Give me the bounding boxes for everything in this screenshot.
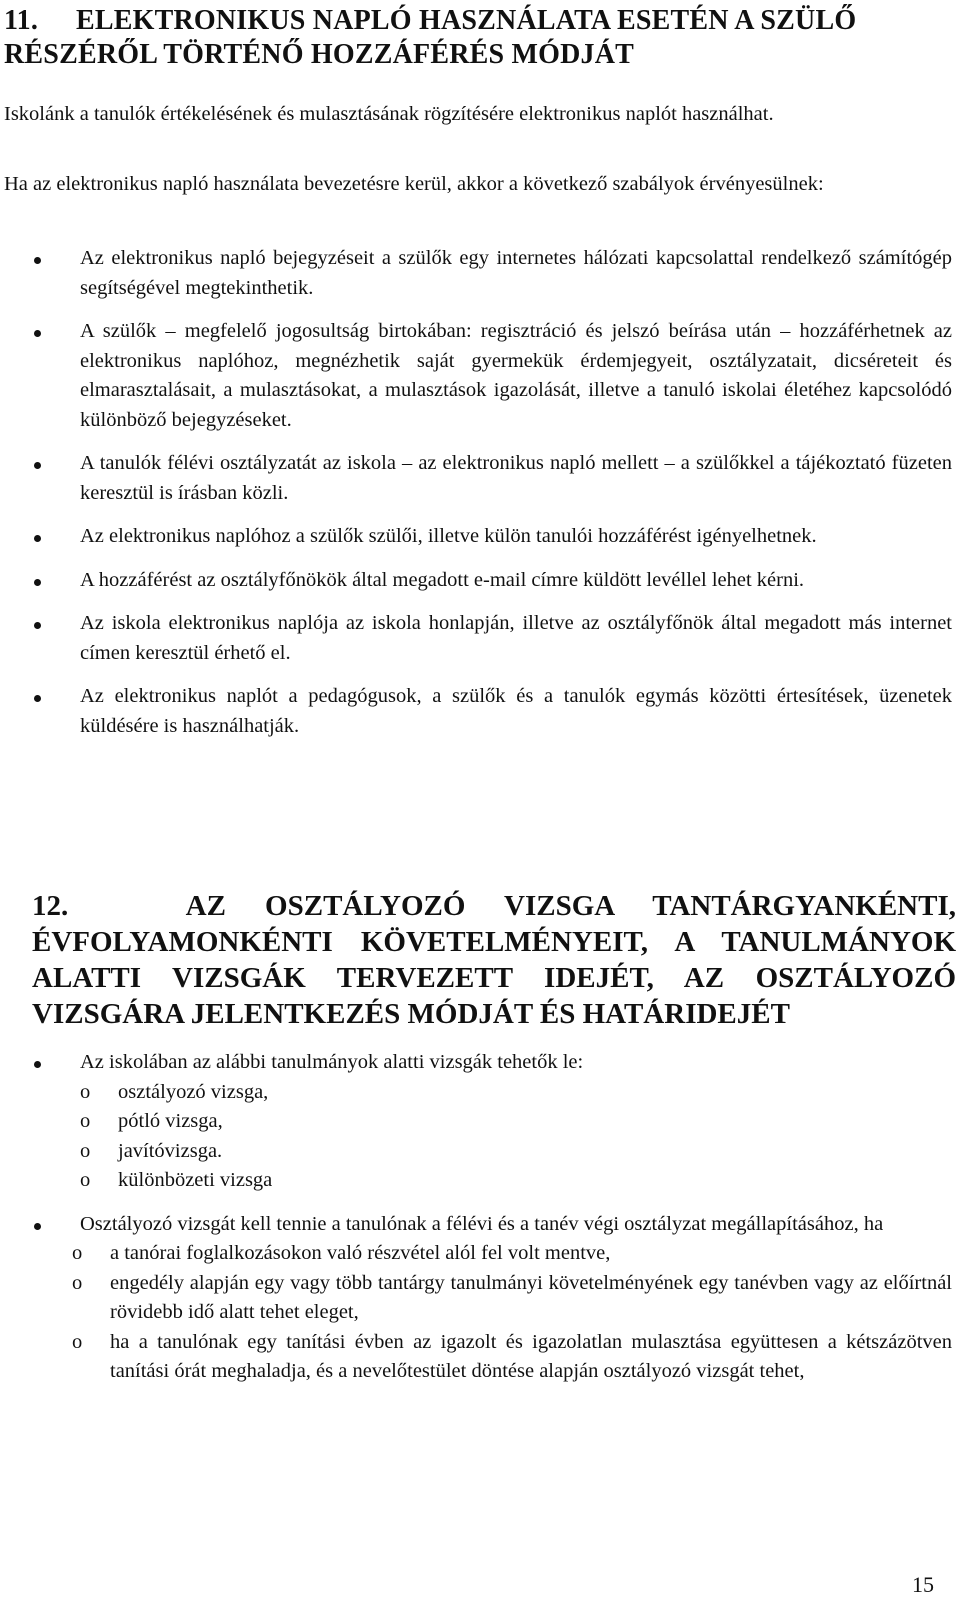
section-11-title: ELEKTRONIKUS NAPLÓ HASZNÁLATA ESETÉN A SZÜLŐ RÉSZÉRŐL TÖRTÉNŐ HOZZÁFÉRÉS MÓDJÁT	[4, 5, 857, 70]
bullet-icon	[34, 695, 41, 702]
section-11-intro-2: Ha az elektronikus napló használata bevezetésre kerül, akkor a következő szabályok érvényesülnek:	[4, 173, 824, 195]
sub-list-item: o engedély alapján egy vagy több tantárgy tanulmányi követelményének egy tanévben vagy az előírtnál rövidebb idő alatt tehet eleget,	[72, 1269, 952, 1328]
section-12-heading	[32, 888, 956, 1032]
exam-types-list	[80, 1078, 952, 1196]
circle-bullet-icon: o	[80, 1080, 91, 1103]
exam-conditions-list	[0, 1239, 952, 1387]
sub-list-item: o ha a tanulónak egy tanítási évben az igazolt és igazolatlan mulasztása együttesen a kétszázötven tanítási órát meghaladja, és a nevelőtestület döntése alapján osztályozó vizsgát tehet,	[72, 1328, 952, 1387]
list-item: A tanulók félévi osztályzatát az iskola – az elektronikus napló mellett – a szülőkkel a tájékoztató füzeten keresztül is írásban közli.	[0, 449, 952, 508]
bullet-icon	[34, 1223, 41, 1230]
bullet-icon	[34, 535, 41, 542]
list-item: A szülők – megfelelő jogosultság birtokában: regisztráció és jelszó beírása után – hozzáférhetnek az elektronikus naplóhoz, megnézhetik saját gyermekük érdemjegyeit, osztályzatait, dicséreteit és elmarasztalásait, a mulasztásokat, a mulasztások igazolását, illetve a tanuló iskolai életéhez kapcsolódó különböző bejegyzéseket.	[0, 317, 952, 435]
sub-list-item: o javítóvizsga.	[80, 1137, 952, 1167]
list-item: Az elektronikus naplóhoz a szülők szülői, illetve külön tanulói hozzáférést igényelhetnek.	[0, 522, 952, 552]
list-item: Az elektronikus napló bejegyzéseit a szülők egy internetes hálózati kapcsolattal rendelkező számítógép segítségével megtekinthetik.	[0, 244, 952, 303]
list-item: Osztályozó vizsgát kell tennie a tanulónak a félévi és a tanév végi osztályzat megállapításához, ha o a tanórai foglalkozásokon való részvétel alól fel volt mentve, o engedély alapján egy vagy több tantárgy tanulmányi követelményének egy tanévben vagy az előírtnál rövidebb idő alatt tehet eleget, o ha a tanulónak egy tanítási évben az igazolt és igazolatlan mulasztása együttesen a kétszázötven tanítási órát meghaladja, és a nevelőtestület döntése alapján osztályozó vizsgát tehet,	[0, 1210, 952, 1387]
section-11-bullet-list	[0, 244, 952, 741]
list-item: Az elektronikus naplót a pedagógusok, a szülők és a tanulók egymás közötti értesítések, üzenetek küldésére is használhatják.	[0, 682, 952, 741]
section-12-bullet-list	[0, 1048, 952, 1387]
bullet-icon	[34, 462, 41, 469]
section-11-intro-1: Iskolánk a tanulók értékelésének és mulasztásának rögzítésére elektronikus naplót használhat.	[4, 103, 774, 125]
section-12-title: AZ OSZTÁLYOZÓ VIZSGA TANTÁRGYANKÉNTI, ÉVFOLYAMONKÉNTI KÖVETELMÉNYEIT, A TANULMÁNYOK ALATTI VIZSGÁK TERVEZETT IDEJÉT, AZ OSZTÁLYOZÓ VIZSGÁRA JELENTKEZÉS MÓDJÁT ÉS HATÁRIDEJÉT	[32, 890, 957, 1030]
sub-list-item: o különbözeti vizsga	[80, 1166, 952, 1196]
circle-bullet-icon: o	[80, 1139, 91, 1162]
section-11-heading	[4, 4, 956, 72]
bullet-icon	[34, 579, 41, 586]
bullet-icon	[34, 622, 41, 629]
circle-bullet-icon: o	[80, 1110, 91, 1132]
bullet-icon	[34, 330, 41, 337]
sub-list-item: o osztályozó vizsga,	[80, 1078, 952, 1108]
sub-list-item: o a tanórai foglalkozásokon való részvétel alól fel volt mentve,	[72, 1239, 952, 1269]
list-item: Az iskolában az alábbi tanulmányok alatti vizsgák tehetők le: o osztályozó vizsga, o pótló vizsga, o javítóvizsga. o különbözeti vizsga	[0, 1048, 952, 1196]
sub-list-item: o pótló vizsga,	[80, 1107, 952, 1137]
list-item: Az iskola elektronikus naplója az iskola honlapján, illetve az osztályfőnök által megadott más internet címen keresztül érhető el.	[0, 609, 952, 668]
circle-bullet-icon: o	[72, 1242, 83, 1264]
section-12-number: 12.	[32, 890, 69, 922]
section-11-number: 11.	[4, 5, 39, 36]
bullet-icon	[34, 1061, 41, 1068]
page-number: 15	[912, 1572, 934, 1597]
circle-bullet-icon: o	[72, 1330, 83, 1353]
bullet-icon	[34, 257, 41, 264]
list-item: A hozzáférést az osztályfőnökök által megadott e-mail címre küldött levéllel lehet kérni.	[0, 566, 952, 596]
circle-bullet-icon: o	[72, 1271, 83, 1294]
circle-bullet-icon: o	[80, 1169, 91, 1191]
